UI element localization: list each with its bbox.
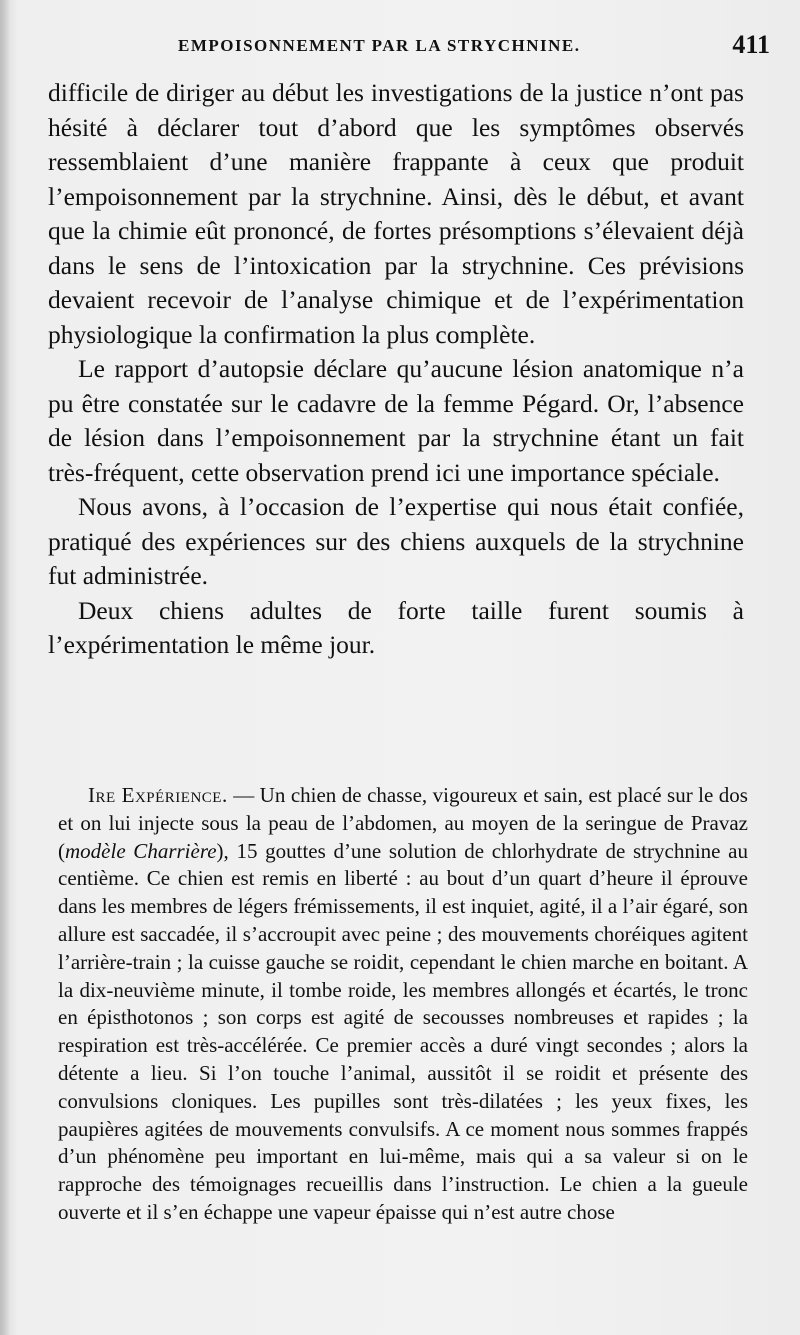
running-head: EMPOISONNEMENT PAR LA STRYCHNINE.: [178, 36, 581, 55]
experiment-section: [58, 782, 748, 1227]
main-text: [48, 76, 744, 663]
paragraph: difficile de diriger au début les investigations de la justice n’ont pas hésité à déclarer tout d’abord que les symptômes observés ressemblaient d’une manière frappante à ceux que produit l’empoisonnement par la strychnine. Ainsi, dès le début, et avant que la chimie eût prononcé, de fortes présomptions s’élevaient déjà dans le sens de l’intoxication par la strychnine. Ces prévisions devaient recevoir de l’analyse chimique et de l’expérimentation physiologique la confirmation la plus complète.: [48, 78, 744, 349]
experiment-text-continued: ), 15 gouttes d’une solution de chlorhydrate de strychnine au centième. Ce chien est remis en liberté : au bout d’un quart d’heure il éprouve dans les membres de légers frémissements, il est inquiet, agité, il a l’air égaré, son allure est saccadée, il s’accroupit avec peine ; des mouvements choréiques agitent l’arrière-train ; la cuisse gauche se roidit, cependant le chien marche en boitant. A la dix-neuvième minute, il tombe roide, les membres allongés et écartés, le tronc en épisthotonos ; son corps est agité de secousses nombreuses et rapides ; la respiration est très-accélérée. Ce premier accès a duré vingt secondes ; alors la détente a lieu. Si l’on touche l’animal, aussitôt il se roidit et présente des convulsions cloniques. Les pupilles sont très-dilatées ; les yeux fixes, les paupières agitées de mouvements convulsifs. A ce moment nous sommes frappés d’un phénomène peu important en lui-même, mais qui a sa valeur si on le rapproche des témoignages recueillis dans l’instruction. Le chien a la gueule ouverte et il s’en échappe une vapeur épaisse qui n’est autre chose: [58, 838, 748, 1224]
paragraph: Deux chiens adultes de forte taille furent soumis à l’expérimentation le même jour.: [48, 595, 744, 659]
experiment-italic: modèle Charrière: [65, 838, 217, 863]
page-header: [0, 28, 800, 68]
page-number: 411: [732, 30, 770, 59]
experiment-heading: Ire Expérience.: [88, 783, 228, 807]
experiment-paragraph: [58, 782, 748, 1227]
experiment-text: — Un chien de chasse, vigoureux et sain, est placé sur le dos et on lui injecte sous la peau de l’abdomen, au moyen de la seringue de Pravaz (: [58, 783, 748, 863]
paragraph: Nous avons, à l’occasion de l’expertise qui nous était confiée, pratiqué des expériences sur des chiens auxquels de la strychnine fut administrée.: [48, 492, 744, 590]
paragraph: Le rapport d’autopsie déclare qu’aucune lésion anatomique n’a pu être constatée sur le cadavre de la femme Pégard. Or, l’absence de lésion dans l’empoisonnement par la strychnine étant un fait très-fréquent, cette observation prend ici une importance spéciale.: [48, 354, 744, 487]
